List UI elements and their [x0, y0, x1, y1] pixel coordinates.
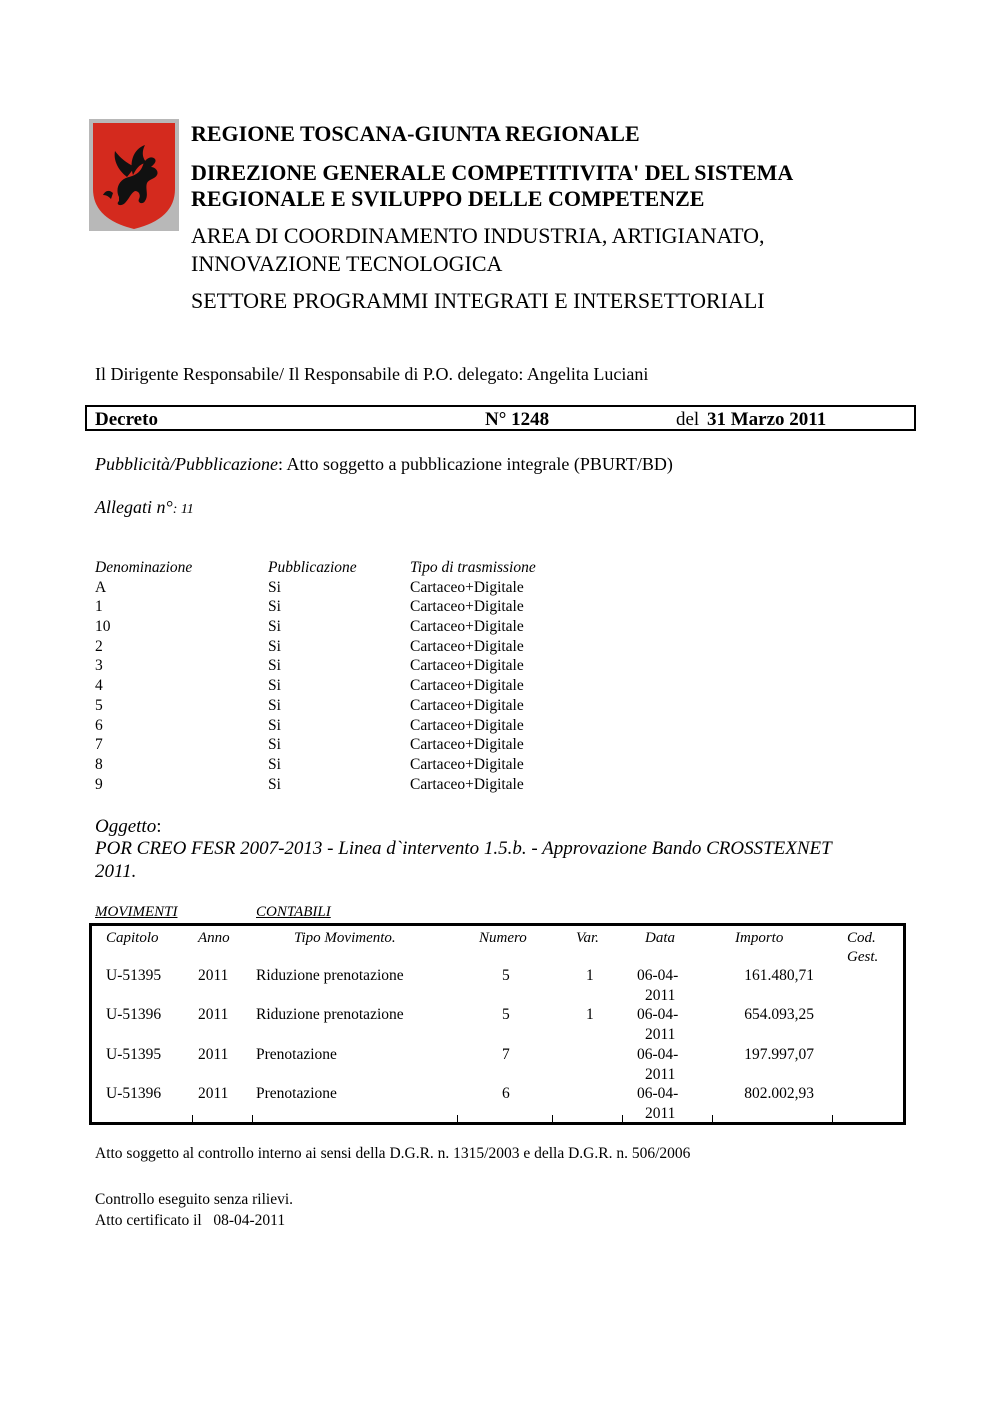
allegato-tipo: Cartaceo+Digitale: [410, 677, 524, 695]
allegati-header-pubblicazione: Pubblicazione: [268, 559, 357, 576]
allegato-tipo: Cartaceo+Digitale: [410, 637, 524, 655]
header-area-line1: AREA DI COORDINAMENTO INDUSTRIA, ARTIGIANATO,: [191, 223, 765, 248]
controllo-eseguito-note: Controllo eseguito senza rilievi.: [95, 1191, 294, 1208]
allegato-pubblicazione: Si: [268, 677, 281, 695]
header-direzione-line2: REGIONALE E SVILUPPO DELLE COMPETENZE: [191, 186, 705, 211]
mov-tipo: Prenotazione: [256, 1046, 337, 1063]
allegato-denominazione: 6: [95, 716, 103, 734]
allegato-denominazione: 10: [95, 618, 111, 636]
allegato-tipo: Cartaceo+Digitale: [410, 775, 524, 793]
allegato-pubblicazione: Si: [268, 657, 281, 675]
header-area-line2: INNOVAZIONE TECNOLOGICA: [191, 251, 503, 276]
mov-header-importo: Importo: [735, 930, 784, 946]
mov-capitolo: U-51395: [106, 967, 162, 984]
table-tick: [552, 1115, 553, 1125]
table-tick: [457, 1115, 458, 1125]
mov-anno: 2011: [198, 1046, 229, 1063]
pubblicita-line: [95, 454, 673, 475]
allegato-pubblicazione: Si: [268, 637, 281, 655]
mov-data-year: 2011: [645, 1025, 676, 1043]
mov-capitolo: U-51396: [106, 1006, 162, 1023]
allegato-tipo: Cartaceo+Digitale: [410, 696, 524, 714]
allegato-tipo: Cartaceo+Digitale: [410, 736, 524, 754]
table-tick: [832, 1115, 833, 1125]
header-settore: SETTORE PROGRAMMI INTEGRATI E INTERSETTORIALI: [191, 288, 765, 313]
decreto-box: [85, 405, 916, 431]
allegato-denominazione: A: [95, 578, 107, 596]
allegato-denominazione: 2: [95, 637, 103, 655]
mov-header-data: Data: [645, 930, 675, 946]
allegato-denominazione: 9: [95, 775, 103, 793]
allegati-line: [95, 497, 194, 518]
movimenti-label: MOVIMENTI: [95, 904, 178, 920]
controllo-interno-note: Atto soggetto al controllo interno ai sensi della D.G.R. n. 1315/2003 e della D.G.R. n. 506/2006: [95, 1145, 691, 1162]
allegato-tipo: Cartaceo+Digitale: [410, 755, 524, 773]
pubblicita-value: : Atto soggetto a pubblicazione integrale (PBURT/BD): [277, 454, 673, 474]
allegato-pubblicazione: Si: [268, 736, 281, 754]
mov-data-year: 2011: [645, 1104, 676, 1122]
regione-toscana-logo: [89, 119, 179, 231]
mov-header-tipo: Tipo Movimento.: [294, 930, 396, 946]
allegato-denominazione: 1: [95, 598, 103, 616]
allegato-denominazione: 5: [95, 696, 103, 714]
allegato-tipo: Cartaceo+Digitale: [410, 618, 524, 636]
mov-capitolo: U-51396: [106, 1085, 162, 1102]
table-tick: [622, 1115, 623, 1125]
oggetto-colon: :: [156, 816, 162, 837]
allegato-tipo: Cartaceo+Digitale: [410, 598, 524, 616]
mov-numero: 5: [502, 967, 510, 984]
mov-capitolo: U-51395: [106, 1046, 162, 1063]
oggetto-label: Oggetto: [95, 816, 157, 837]
decreto-numero: N° 1248: [485, 409, 550, 430]
table-tick: [252, 1115, 253, 1125]
mov-anno: 2011: [198, 967, 229, 984]
mov-tipo: Riduzione prenotazione: [256, 1006, 404, 1023]
allegato-pubblicazione: Si: [268, 618, 281, 636]
mov-data-day: 06-04-: [637, 967, 679, 984]
decreto-label: Decreto: [95, 409, 158, 430]
mov-anno: 2011: [198, 1006, 229, 1023]
mov-importo: 802.002,93: [744, 1085, 814, 1102]
mov-header-cod: Cod.: [847, 930, 876, 946]
mov-importo: 161.480,71: [744, 967, 814, 984]
table-tick: [192, 1115, 193, 1125]
mov-tipo: Riduzione prenotazione: [256, 967, 404, 984]
allegati-value: : 11: [172, 502, 194, 517]
allegato-denominazione: 8: [95, 755, 103, 773]
dirigente-line: Il Dirigente Responsabile/ Il Responsabile di P.O. delegato: Angelita Luciani: [95, 364, 649, 384]
allegato-denominazione: 7: [95, 736, 103, 754]
table-tick: [712, 1115, 713, 1125]
oggetto-heading: [95, 816, 162, 838]
mov-header-gest: Gest.: [847, 949, 879, 965]
mov-var: 1: [586, 1006, 594, 1023]
mov-header-var: Var.: [576, 930, 599, 946]
mov-numero: 6: [502, 1085, 510, 1102]
decreto-data: 31 Marzo 2011: [707, 409, 827, 430]
allegato-tipo: Cartaceo+Digitale: [410, 578, 524, 596]
mov-anno: 2011: [198, 1085, 229, 1102]
mov-var: 1: [586, 967, 594, 984]
mov-numero: 5: [502, 1006, 510, 1023]
decreto-del: del: [676, 409, 700, 430]
mov-data-day: 06-04-: [637, 1046, 679, 1063]
allegato-pubblicazione: Si: [268, 755, 281, 773]
allegato-pubblicazione: Si: [268, 578, 281, 596]
mov-header-numero: Numero: [479, 930, 527, 946]
allegato-tipo: Cartaceo+Digitale: [410, 716, 524, 734]
allegati-header-tipo: Tipo di trasmissione: [410, 559, 536, 576]
allegato-denominazione: 4: [95, 677, 103, 695]
header-direzione-line1: DIREZIONE GENERALE COMPETITIVITA' DEL SISTEMA: [191, 160, 794, 185]
mov-data-day: 06-04-: [637, 1085, 679, 1102]
mov-numero: 7: [502, 1046, 510, 1063]
mov-tipo: Prenotazione: [256, 1085, 337, 1102]
mov-header-anno: Anno: [198, 930, 230, 946]
header-regione: REGIONE TOSCANA-GIUNTA REGIONALE: [191, 121, 640, 146]
allegato-pubblicazione: Si: [268, 775, 281, 793]
contabili-label: CONTABILI: [256, 904, 331, 920]
allegato-denominazione: 3: [95, 657, 103, 675]
allegato-pubblicazione: Si: [268, 716, 281, 734]
mov-importo: 654.093,25: [744, 1006, 814, 1023]
mov-importo: 197.997,07: [744, 1046, 814, 1063]
allegati-label: Allegati n°: [95, 497, 173, 517]
allegati-header-denominazione: Denominazione: [95, 559, 193, 576]
mov-data-year: 2011: [645, 986, 676, 1004]
mov-data-day: 06-04-: [637, 1006, 679, 1023]
mov-header-capitolo: Capitolo: [106, 930, 159, 946]
allegato-tipo: Cartaceo+Digitale: [410, 657, 524, 675]
mov-data-year: 2011: [645, 1065, 676, 1083]
oggetto-text-line1: POR CREO FESR 2007-2013 - Linea d`intervento 1.5.b. - Approvazione Bando CROSSTEXNET: [95, 838, 832, 859]
allegato-pubblicazione: Si: [268, 696, 281, 714]
atto-certificato-note: Atto certificato il 08-04-2011: [95, 1212, 286, 1229]
pubblicita-label: Pubblicità/Pubblicazione: [95, 454, 278, 474]
oggetto-text-line2: 2011.: [95, 861, 137, 882]
movimenti-table: [89, 923, 906, 1125]
allegato-pubblicazione: Si: [268, 598, 281, 616]
